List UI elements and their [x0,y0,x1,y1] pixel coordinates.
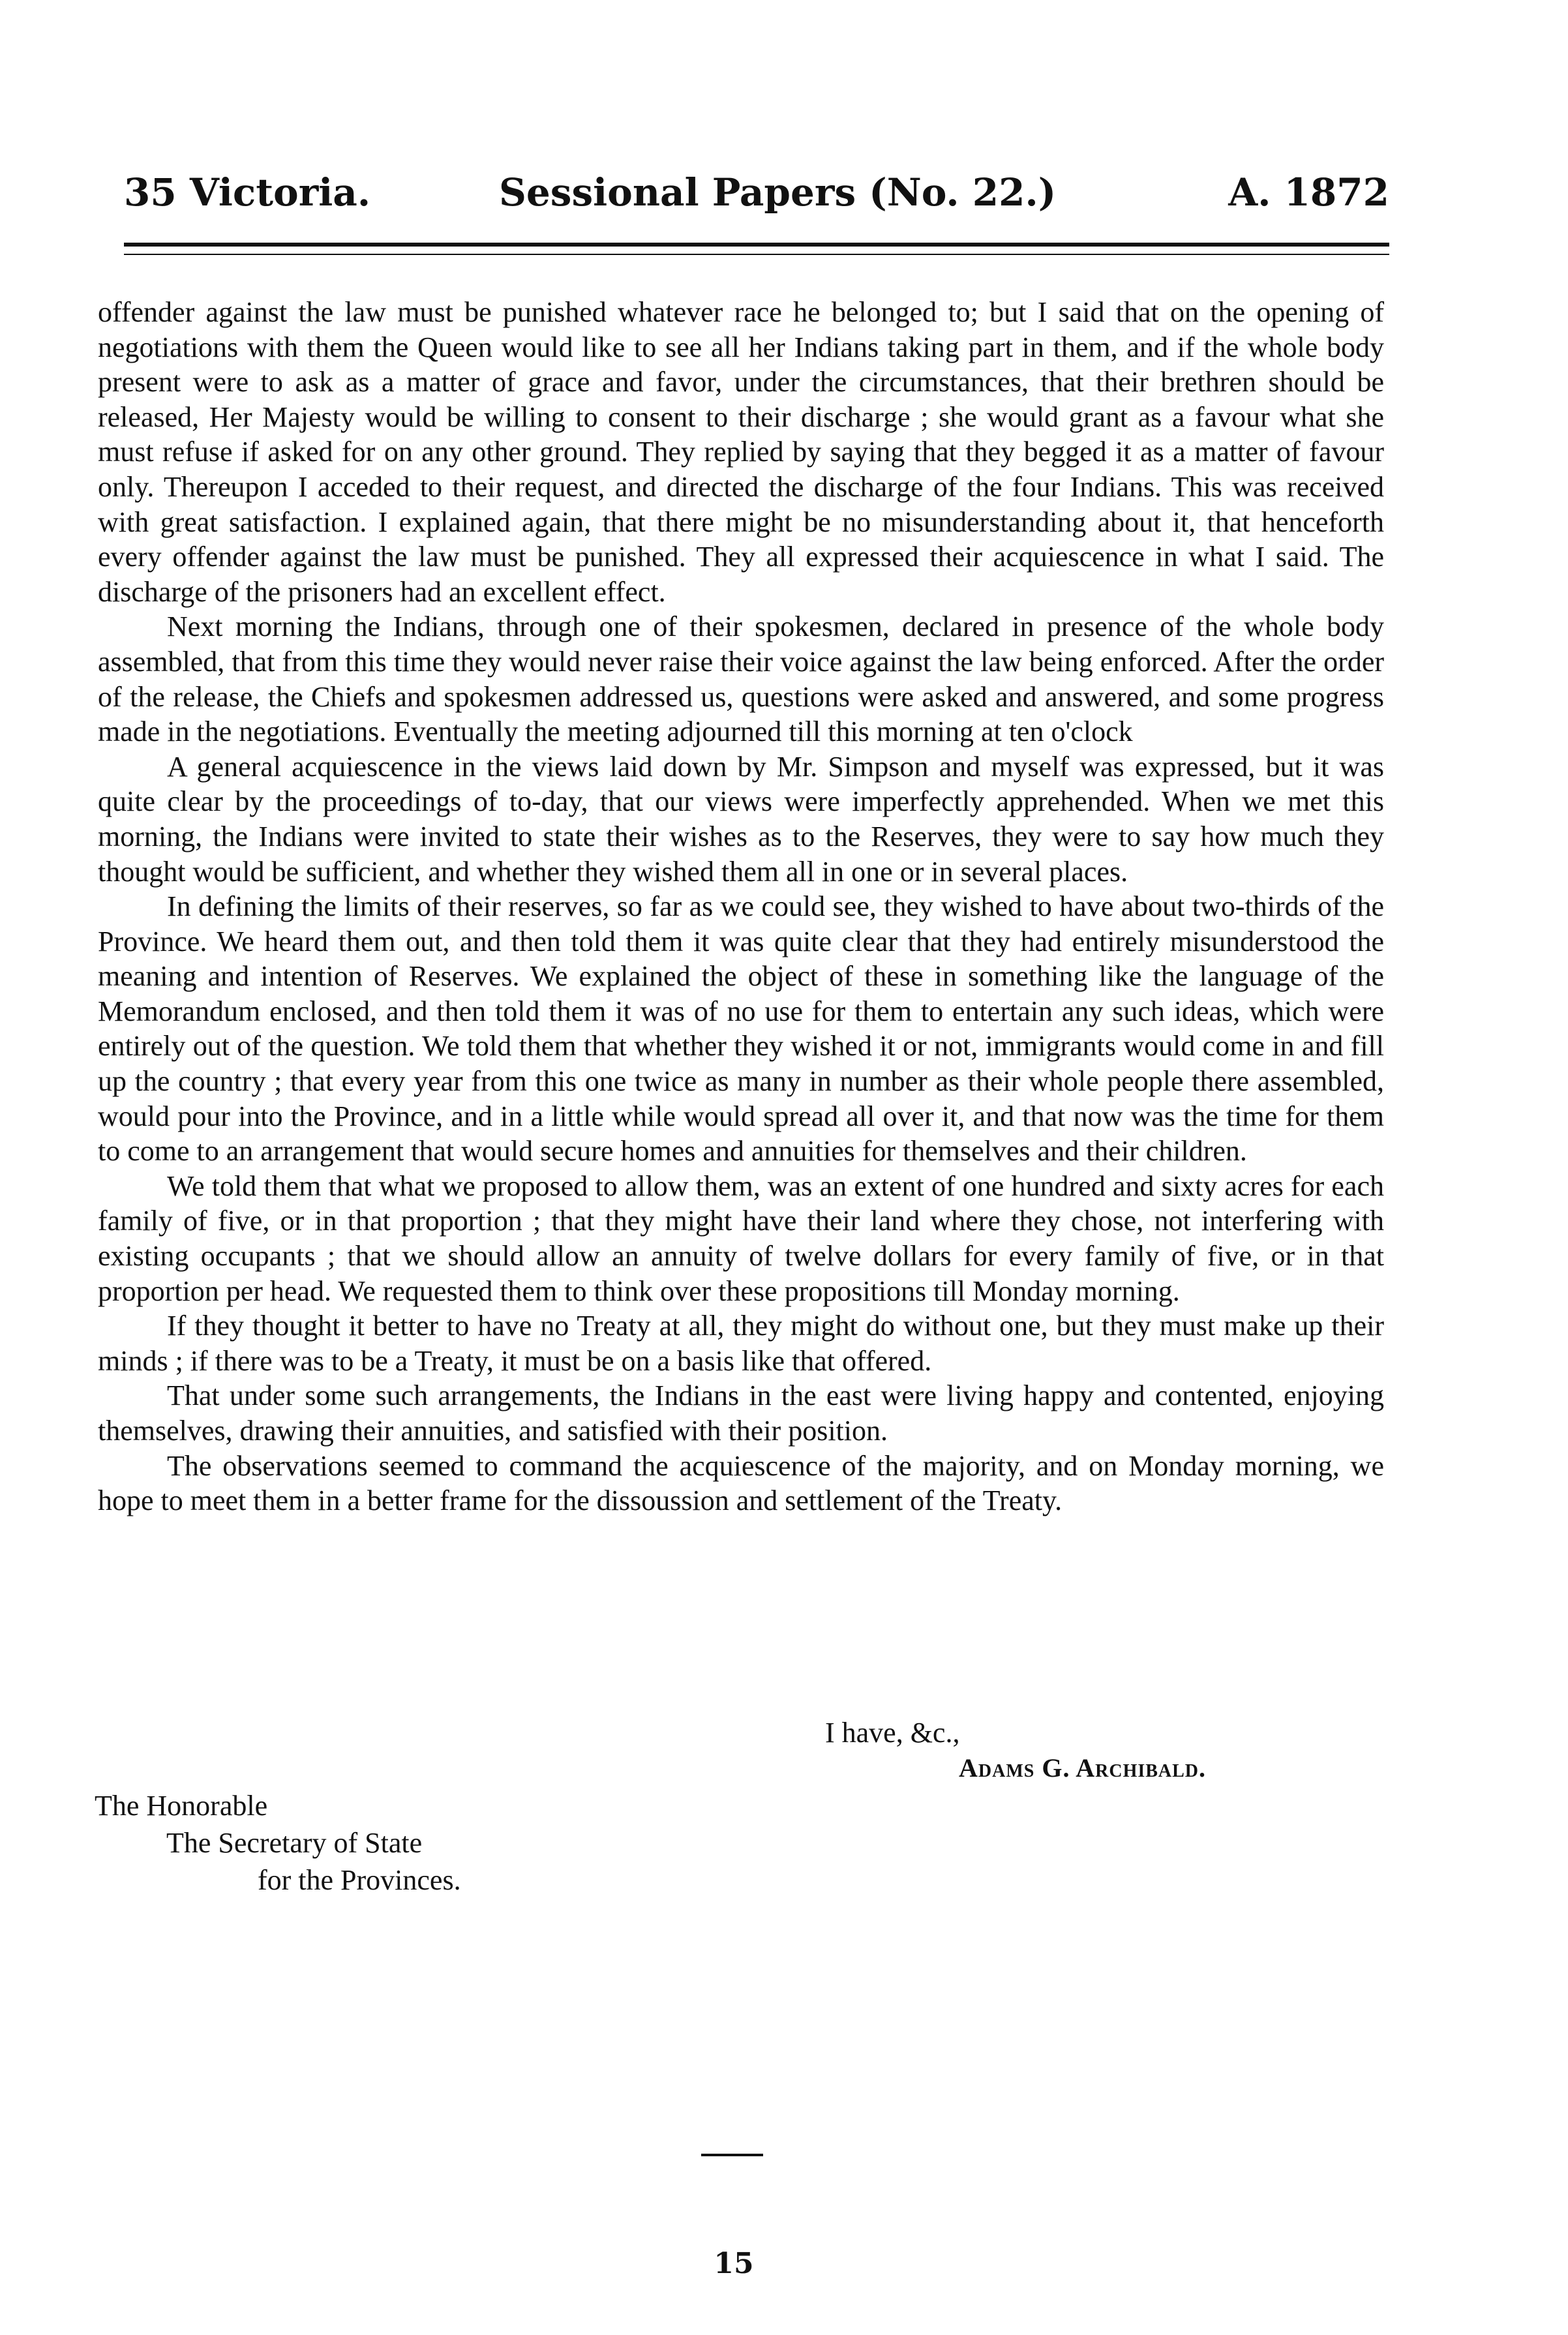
page-header [124,163,1389,222]
paragraph: offender against the law must be punished whatever race he belonged to; but I said that on the opening of negotiations with them the Queen would like to see all her Indians taking part in them, and if the whole body present were to ask as a matter of grace and favor, under the circumstances, that their brethren should be released, Her Majesty would be willing to consent to their discharge ; she would grant as a favour what she must refuse if asked for on any other ground. They replied by saying that they begged it as a matter of favour only. Thereupon I acceded to their request, and directed the discharge of the four Indians. This was received with great satisfaction. I explained again, that there might be no misunderstanding about it, that henceforth every offender against the law must be punished. They all expressed their acquiescence in what I said. The discharge of the prisoners had an excellent effect. [98,296,1384,608]
paragraph: If they thought it better to have no Treaty at all, they might do without one, but they must make up their minds ; if there was to be a Treaty, it must be on a basis like that offered. [98,1310,1384,1377]
header-rule-thin [124,254,1389,255]
paragraph: A general acquiescence in the views laid down by Mr. Simpson and myself was expressed, but it was quite clear by the proceedings of to-day, that our views were imperfectly apprehended. When we met this morning, the Indians were invited to state their wishes as to the Reserves, they were to say how much they thought would be sufficient, and whether they wished them all in one or in several places. [98,750,1384,888]
footer-rule [701,2154,763,2156]
letter-body [98,295,1384,1518]
header-rule-thick [124,243,1389,247]
paragraph: That under some such arrangements, the Indians in the east were living happy and contented, enjoying themselves, drawing their annuities, and satisfied with their position. [98,1379,1384,1447]
recipient-address [95,1787,461,1899]
address-line: for the Provinces. [258,1864,461,1896]
address-line: The Secretary of State [166,1827,423,1859]
page-number: 15 [714,2247,754,2280]
letter-closing [825,1715,1206,1786]
header-session: 35 Victoria. [124,170,371,215]
paragraph: The observations seemed to command the acquiescence of the majority, and on Monday morning, we hope to meet them in a better frame for the dissoussion and settlement of the Treaty. [98,1449,1384,1517]
paragraph: Next morning the Indians, through one of their spokesmen, declared in presence of the whole body assembled, that from this time they would never raise their voice against the law being enforced. After the order of the release, the Chiefs and spokesmen addressed us, questions were asked and answered, and some progress made in the negotiations. Eventually the meeting adjourned till this morning at ten o'clock [98,610,1384,748]
address-line: The Honorable [95,1790,268,1822]
header-year: A. 1872 [1228,170,1389,215]
closing-salutation: I have, &c., [825,1717,960,1749]
header-title: Sessional Papers (No. 22.) [499,170,1057,215]
paragraph: In defining the limits of their reserves, so far as we could see, they wished to have about two-thirds of the Province. We heard them out, and then told them it was quite clear that they had entirely misunderstood the meaning and intention of Reserves. We explained the object of these in something like the language of the Memorandum enclosed, and then told them it was of no use for them to entertain any such ideas, which were entirely out of the question. We told them that whether they wished it or not, immigrants would come in and fill up the country ; that every year from this one twice as many in number as their whole people there assembled, would pour into the Province, and in a little while would spread all over it, and that now was the time for them to come to an arrangement that would secure homes and annuities for themselves and their children. [98,890,1384,1168]
paragraph: We told them that what we proposed to allow them, was an extent of one hundred and sixty acres for each family of five, or in that proportion ; that they might have their land where they chose, not interfering with existing occupants ; that we should allow an annuity of twelve dollars for every family of five, or in that proportion per head. We requested them to think over these propositions till Monday morning. [98,1169,1384,1307]
signature: Adams G. Archibald. [959,1753,1207,1783]
